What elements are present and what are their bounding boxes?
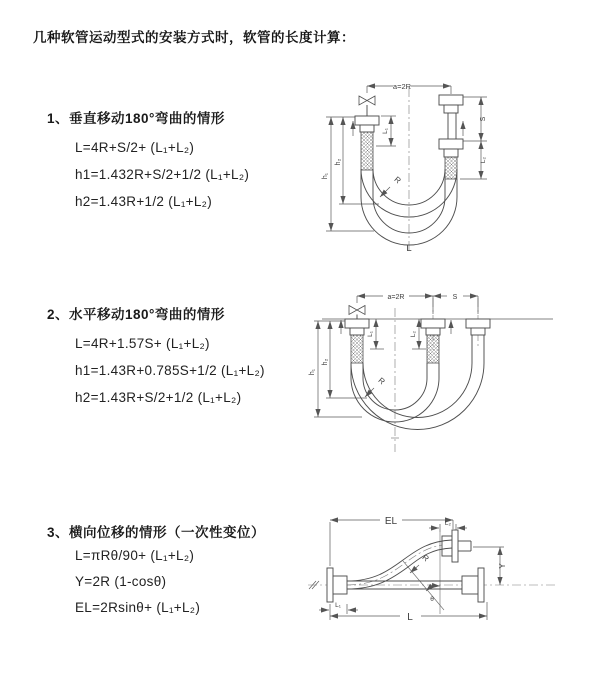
valve-icon — [349, 306, 365, 320]
formula-line: EL=2Rsinθ+ (L₁+L₂) — [75, 600, 201, 615]
formula-line: h2=1.43R+1/2 (L₁+L₂) — [75, 194, 213, 209]
angle-construction — [403, 532, 444, 614]
dim-label-r: R — [420, 552, 431, 564]
valve-icon — [359, 96, 375, 116]
dim-label-h2: h₂ — [322, 358, 329, 366]
formula-line: h2=1.43R+S/2+1/2 (L₁+L₂) — [75, 390, 242, 405]
dim-label-el: EL — [384, 516, 398, 527]
dim-label-r: R — [392, 174, 403, 186]
dim-label-r: R — [376, 375, 387, 387]
formula-line: h1=1.43R+0.785S+1/2 (L₁+L₂) — [75, 363, 265, 378]
dim-label-h2: h₂ — [335, 158, 342, 166]
dim-label-l2: L₂ — [480, 156, 487, 164]
right-flange-fitting — [462, 568, 484, 602]
dim-label-l: L — [406, 243, 412, 254]
formula-line: h1=1.432R+S/2+1/2 (L₁+L₂) — [75, 167, 250, 182]
dim-label-l2: L₂ — [410, 330, 417, 338]
left-flange-fitting — [355, 116, 379, 170]
braided-section — [427, 335, 439, 363]
upper-flange-fitting — [442, 530, 471, 562]
right-flange-fitting — [466, 319, 490, 335]
hose-s-curve-position — [347, 540, 452, 589]
diagram-lateral-displacement — [300, 500, 570, 652]
section-2-heading: 2、水平移动180°弯曲的情形 — [47, 307, 225, 322]
diagram-horizontal-movement — [305, 282, 560, 470]
middle-flange-fitting — [421, 319, 445, 363]
dim-label-theta: θ — [430, 596, 434, 603]
dim-label-l1: L₁ — [367, 331, 374, 337]
dim-label-s: S — [452, 294, 458, 301]
dim-label-l1: L₁ — [382, 128, 389, 134]
dim-label-h1: h₁ — [309, 368, 316, 376]
braided-section — [351, 335, 363, 363]
dimension-lines — [322, 82, 487, 254]
dim-label-s: S — [480, 116, 487, 122]
formula-line: L=4R+S/2+ (L₁+L₂) — [75, 140, 195, 155]
left-flange-fitting — [345, 319, 369, 363]
braided-section — [445, 157, 457, 179]
dim-label-a2r: a=2R — [392, 82, 412, 91]
left-flange-fitting — [327, 568, 347, 602]
dim-label-a2r: a=2R — [387, 294, 405, 301]
formula-line: Y=2R (1-cosθ) — [75, 574, 167, 589]
formula-line: L=4R+1.57S+ (L₁+L₂) — [75, 336, 210, 351]
braided-section — [361, 132, 373, 170]
diagram-vertical-movement — [310, 70, 535, 262]
dim-label-h1: h₁ — [322, 172, 329, 180]
right-flange-fitting — [439, 95, 463, 179]
section-3-heading: 3、横向位移的情形（一次性变位） — [47, 525, 266, 540]
dim-label-l1: L₁ — [335, 602, 341, 609]
dim-label-y: Y — [498, 563, 507, 569]
formula-line: L=πRθ/90+ (L₁+L₂) — [75, 548, 195, 563]
page-title: 几种软管运动型式的安装方式时，软管的长度计算： — [33, 30, 355, 45]
dim-label-l2: L₂ — [444, 520, 452, 527]
section-1-heading: 1、垂直移动180°弯曲的情形 — [47, 111, 225, 126]
dim-label-l: L — [407, 612, 413, 623]
